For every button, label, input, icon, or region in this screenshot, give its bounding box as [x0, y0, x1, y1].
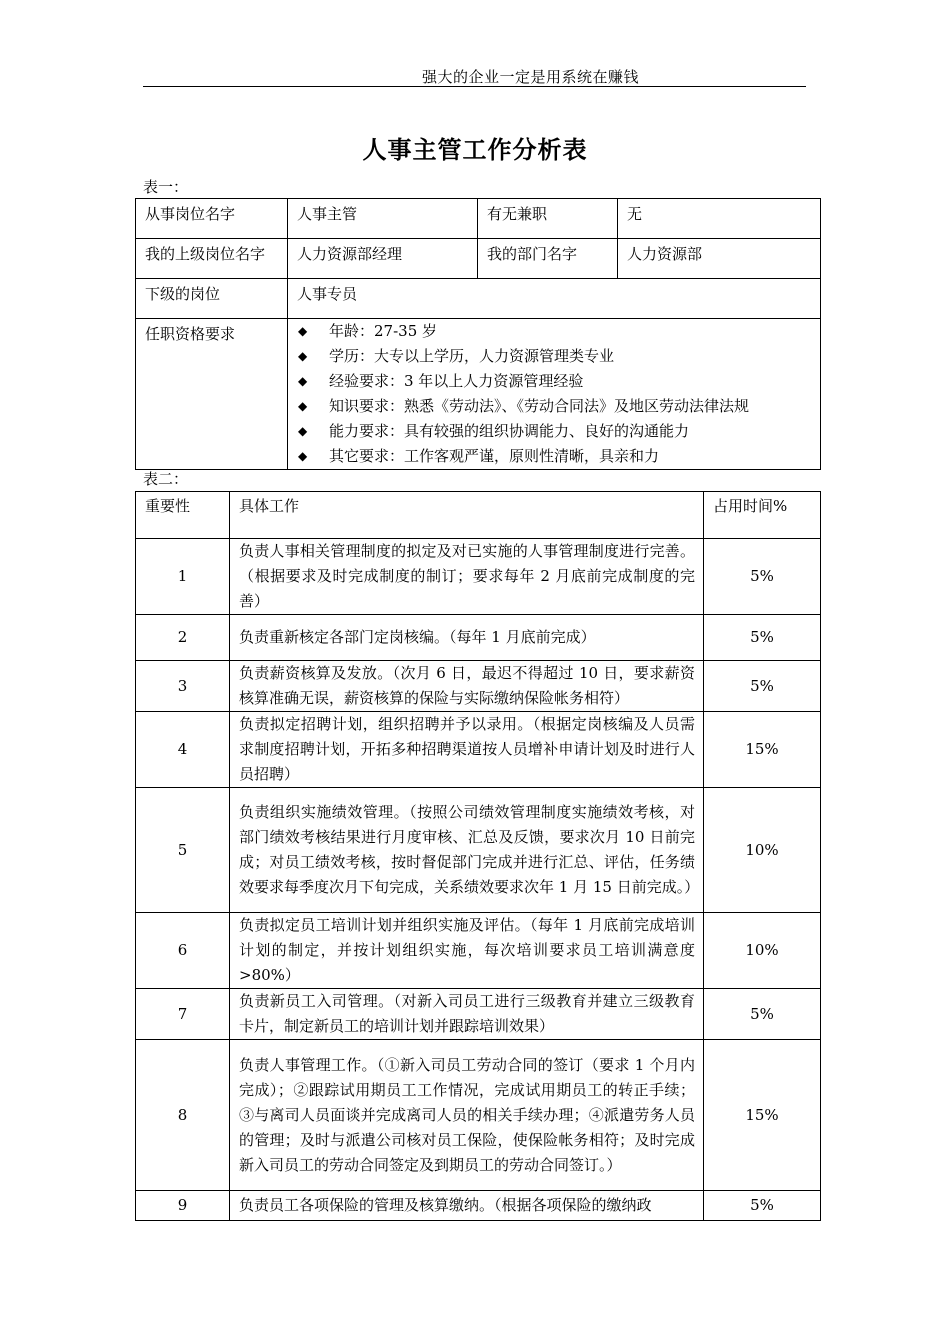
- task-cell: 负责人事管理工作。（①新入司员工劳动合同的签订（要求 1 个月内完成）；②跟踪试用期员工工作情况，完成试用期员工的转正手续；③与离司人员面谈并完成离司人员的相关手续办理；④派遣劳务人员的管理；及时与派遣公司核对员工保险，使保险帐务相符；及时完成新入司员工的劳动合同签定及到期员工的劳动合同签订。）: [230, 1040, 704, 1191]
- task-cell: 负责组织实施绩效管理。（按照公司绩效管理制度实施绩效考核，对部门绩效考核结果进行月度审核、汇总及反馈，要求次月 10 日前完成；对员工绩效考核，按时督促部门完成并进行汇总、评估，任务绩效要求每季度次月下旬完成，关系绩效要求次年 1 月 15 日前完成。）: [230, 788, 704, 913]
- table-row: [136, 788, 821, 913]
- position-name-value: 人事主管: [288, 199, 478, 239]
- time-cell: 5%: [704, 539, 821, 615]
- diamond-bullet-icon: ◆: [298, 449, 308, 463]
- time-cell: 15%: [704, 1040, 821, 1191]
- task-cell: 负责拟定招聘计划，组织招聘并予以录用。（根据定岗核编及人员需求制度招聘计划，开拓多种招聘渠道按人员增补申请计划及时进行人员招聘）: [230, 712, 704, 788]
- table-header-row: [136, 492, 821, 539]
- list-item: ◆ 年龄：27-35 岁: [297, 319, 820, 344]
- table-row: [136, 539, 821, 615]
- table-row: [136, 989, 821, 1040]
- superior-value: 人力资源部经理: [288, 239, 478, 279]
- diamond-bullet-icon: ◆: [298, 324, 308, 338]
- time-cell: 5%: [704, 615, 821, 661]
- header-divider: [143, 86, 806, 87]
- table2-label: 表二：: [143, 470, 189, 488]
- list-item: ◆ 学历：大专以上学历，人力资源管理类专业: [297, 344, 820, 369]
- part-time-value: 无: [618, 199, 821, 239]
- importance-cell: 7: [136, 989, 230, 1040]
- table-row: [136, 319, 821, 470]
- importance-cell: 4: [136, 712, 230, 788]
- importance-header: 重要性: [136, 492, 230, 539]
- requirements-list: [288, 319, 821, 470]
- task-cell: 负责员工各项保险的管理及核算缴纳。（根据各项保险的缴纳政: [230, 1191, 704, 1221]
- table-row: [136, 1191, 821, 1221]
- header-slogan: 强大的企业一定是用系统在赚钱: [422, 68, 640, 86]
- importance-cell: 3: [136, 661, 230, 712]
- task-cell: 负责薪资核算及发放。（次月 6 日，最迟不得超过 10 日，要求薪资核算准确无误，薪资核算的保险与实际缴纳保险帐务相符）: [230, 661, 704, 712]
- task-cell: 负责人事相关管理制度的拟定及对已实施的人事管理制度进行完善。（根据要求及时完成制度的制订；要求每年 2 月底前完成制度的完善）: [230, 539, 704, 615]
- table-row: [136, 239, 821, 279]
- table1-label: 表一：: [143, 178, 189, 196]
- table-row: [136, 199, 821, 239]
- part-time-label: 有无兼职: [478, 199, 618, 239]
- time-cell: 10%: [704, 913, 821, 989]
- importance-cell: 9: [136, 1191, 230, 1221]
- list-item: ◆ 能力要求：具有较强的组织协调能力、良好的沟通能力: [297, 419, 820, 444]
- table-row: [136, 661, 821, 712]
- diamond-bullet-icon: ◆: [298, 424, 308, 438]
- importance-cell: 5: [136, 788, 230, 913]
- table-row: [136, 279, 821, 319]
- time-cell: 5%: [704, 1191, 821, 1221]
- subordinate-label: 下级的岗位: [136, 279, 288, 319]
- list-item: ◆ 知识要求：熟悉《劳动法》、《劳动合同法》及地区劳动法律法规: [297, 394, 820, 419]
- table-row: [136, 615, 821, 661]
- requirements-label: 任职资格要求: [136, 319, 288, 470]
- duties-table: [135, 491, 821, 1221]
- time-cell: 15%: [704, 712, 821, 788]
- list-item: ◆ 经验要求：3 年以上人力资源管理经验: [297, 369, 820, 394]
- time-header: 占用时间%: [704, 492, 821, 539]
- table-row: [136, 1040, 821, 1191]
- subordinate-value: 人事专员: [288, 279, 821, 319]
- task-header: 具体工作: [230, 492, 704, 539]
- list-item: ◆ 其它要求：工作客观严谨，原则性清晰，具亲和力: [297, 444, 820, 469]
- importance-cell: 8: [136, 1040, 230, 1191]
- superior-label: 我的上级岗位名字: [136, 239, 288, 279]
- job-info-table: [135, 198, 821, 470]
- diamond-bullet-icon: ◆: [298, 374, 308, 388]
- importance-cell: 6: [136, 913, 230, 989]
- importance-cell: 2: [136, 615, 230, 661]
- task-cell: 负责重新核定各部门定岗核编。（每年 1 月底前完成）: [230, 615, 704, 661]
- position-name-label: 从事岗位名字: [136, 199, 288, 239]
- table-row: [136, 712, 821, 788]
- time-cell: 5%: [704, 989, 821, 1040]
- page-title: 人事主管工作分析表: [362, 136, 588, 164]
- department-value: 人力资源部: [618, 239, 821, 279]
- table-row: [136, 913, 821, 989]
- department-label: 我的部门名字: [478, 239, 618, 279]
- diamond-bullet-icon: ◆: [298, 399, 308, 413]
- time-cell: 5%: [704, 661, 821, 712]
- task-cell: 负责拟定员工培训计划并组织实施及评估。（每年 1 月底前完成培训计划的制定，并按计划组织实施，每次培训要求员工培训满意度>80%）: [230, 913, 704, 989]
- time-cell: 10%: [704, 788, 821, 913]
- task-cell: 负责新员工入司管理。（对新入司员工进行三级教育并建立三级教育卡片，制定新员工的培训计划并跟踪培训效果）: [230, 989, 704, 1040]
- diamond-bullet-icon: ◆: [298, 349, 308, 363]
- importance-cell: 1: [136, 539, 230, 615]
